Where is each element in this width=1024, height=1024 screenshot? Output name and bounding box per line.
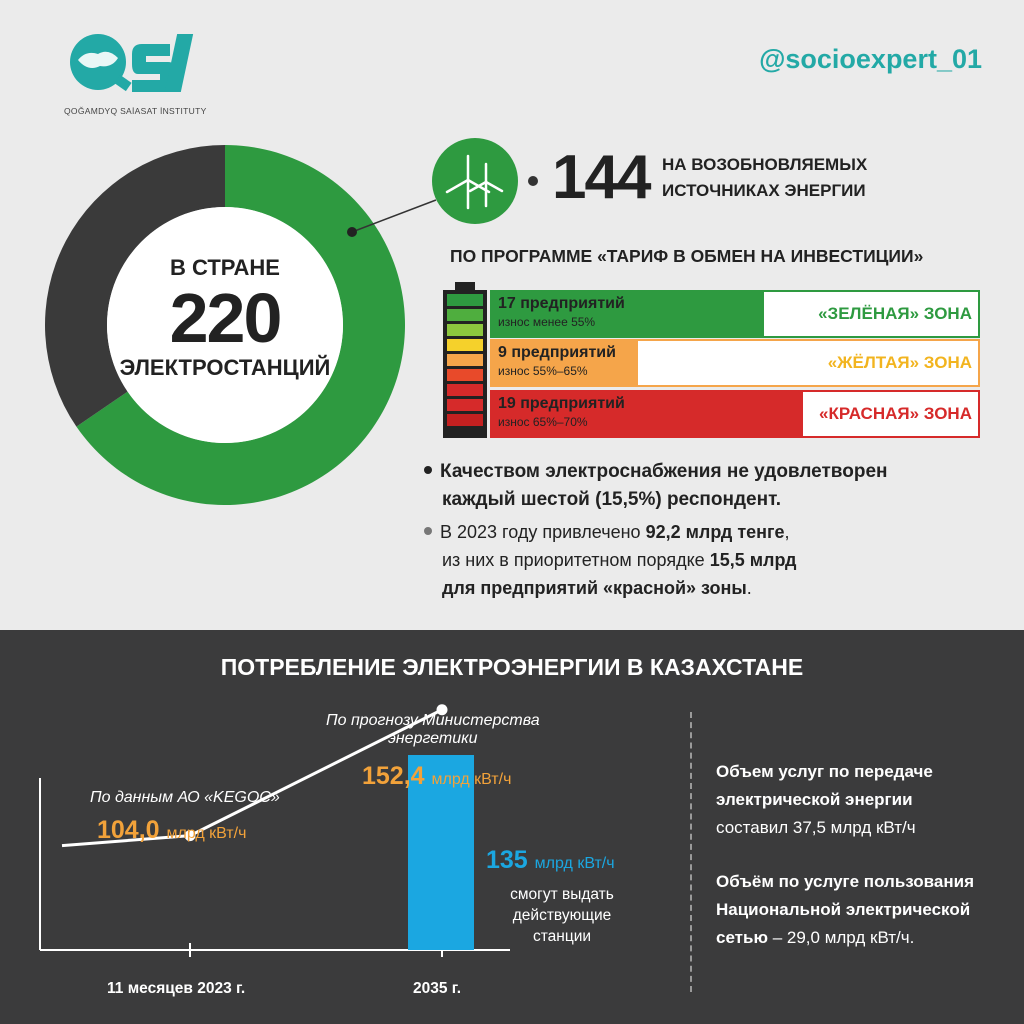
bullet-dot: [424, 466, 432, 474]
battery-cell: [447, 369, 483, 381]
donut-label-bottom: ЭЛЕКТРОСТАНЦИЙ: [119, 355, 331, 380]
value-2035-number: 152,4: [362, 762, 425, 790]
bullet-dot: [528, 176, 538, 186]
bullet1-line2: каждый шестой (15,5%) респондент.: [442, 489, 782, 510]
bullet-investment: [424, 518, 796, 602]
zone-count: 9 предприятий: [498, 344, 616, 361]
donut-total: 220: [169, 279, 281, 357]
value-2023: [97, 816, 246, 845]
battery-cell: [447, 294, 483, 306]
battery-cell: [447, 309, 483, 321]
zone-count: 17 предприятий: [498, 295, 625, 312]
value-capacity-unit: млрд кВт/ч: [534, 855, 615, 872]
bullet2-line2-text: из них в приоритетном порядке: [442, 550, 710, 570]
renewables-count: 144: [552, 143, 650, 212]
zone-fill: [492, 341, 638, 385]
source-kegoc: По данным АО «KEGOC»: [90, 789, 280, 806]
value-capacity-number: 135: [486, 846, 528, 874]
bullet2-line2: [424, 546, 796, 574]
bullet1-line1: Качеством электроснабжения не удовлетворен: [440, 461, 888, 482]
value-2023-number: 104,0: [97, 816, 160, 844]
capacity-desc-line2: действующие: [512, 907, 612, 924]
program-title: ПО ПРОГРАММЕ «ТАРИФ В ОБМЕН НА ИНВЕСТИЦИИ»: [450, 246, 924, 266]
section-divider: [690, 712, 692, 992]
bullet2-comma: ,: [784, 522, 790, 542]
zone-row-yellow: [490, 339, 980, 387]
zone-label: «КРАСНАЯ» ЗОНА: [819, 404, 972, 423]
bullet2-amount: 92,2 млрд тенге: [645, 522, 785, 542]
source-ministry: [326, 712, 540, 748]
info-transmission: [716, 758, 933, 842]
bullet2-priority-amount: 15,5 млрд: [709, 550, 797, 570]
source-ministry-line1: По прогнозу Министерства: [326, 712, 540, 729]
bullet-satisfaction: [424, 458, 887, 514]
info2-line2: Национальной электрической: [716, 900, 971, 919]
battery-cell: [447, 384, 483, 396]
connector-dot: [347, 227, 357, 237]
info1-line3: составил 37,5 млрд кВт/ч: [716, 818, 916, 837]
bullet2-red-zone: для предприятий «красной» зоны: [442, 578, 747, 598]
zone-wear: износ 55%–65%: [498, 364, 588, 378]
wind-turbine-icon: [432, 138, 518, 224]
battery-cell: [447, 354, 483, 366]
wind-turbine-badge: [432, 138, 518, 224]
social-handle[interactable]: @socioexpert_01: [759, 44, 982, 74]
renewables-label-line1: НА ВОЗОБНОВЛЯЕМЫХ: [662, 155, 868, 174]
battery-cell: [447, 399, 483, 411]
bullet2-line3: [424, 574, 796, 602]
donut-label-top: В СТРАНЕ: [170, 255, 280, 280]
info1-line1: Объем услуг по передаче: [716, 762, 933, 781]
zone-count: 19 предприятий: [498, 395, 625, 412]
capacity-desc-line1: смогут выдать: [510, 886, 614, 903]
battery-body: [443, 290, 487, 438]
value-2023-unit: млрд кВт/ч: [166, 825, 247, 842]
renewables-label: [662, 152, 867, 204]
bullet2-period: .: [746, 578, 752, 598]
info1-line2: электрической энергии: [716, 790, 913, 809]
source-ministry-line2: энергетики: [388, 730, 478, 747]
zone-fill: [492, 292, 764, 336]
battery-cell: [447, 324, 483, 336]
value-capacity: [486, 846, 615, 875]
x-label-2035: 2035 г.: [413, 980, 461, 997]
zone-row-green: [490, 290, 980, 338]
value-2035: [362, 762, 511, 791]
zone-wear: износ 65%–70%: [498, 415, 588, 429]
battery-cell: [447, 339, 483, 351]
bullet2-text-a: В 2023 году привлечено: [440, 522, 646, 542]
info2-line1: Объём по услуге пользования: [716, 872, 975, 891]
zone-label: «ЗЕЛЁНАЯ» ЗОНА: [818, 304, 972, 323]
bullet-dot: [424, 527, 432, 535]
logo-caption: QOĞAMDYQ SAİASAT İNSTITUTY: [64, 106, 207, 116]
battery-cell: [447, 414, 483, 426]
donut-center-label: [108, 225, 342, 381]
x-label-2023: 11 месяцев 2023 г.: [107, 980, 246, 997]
renewables-label-line2: ИСТОЧНИКАХ ЭНЕРГИИ: [662, 181, 866, 200]
value-2035-unit: млрд кВт/ч: [431, 771, 512, 788]
zone-wear: износ менее 55%: [498, 315, 596, 329]
info2-line3-bold: сетью: [716, 928, 768, 947]
battery-icon: [443, 282, 487, 438]
battery-cap: [455, 282, 475, 290]
zone-fill: [492, 392, 803, 436]
info2-line3-rest: – 29,0 млрд кВт/ч.: [767, 928, 915, 947]
consumption-title: ПОТРЕБЛЕНИЕ ЭЛЕКТРОЭНЕРГИИ В КАЗАХСТАНЕ: [220, 654, 804, 680]
capacity-desc-line3: станции: [532, 928, 592, 945]
capacity-description: [492, 884, 632, 947]
zone-row-red: [490, 390, 980, 438]
info-network: [716, 868, 974, 952]
zone-label: «ЖЁЛТАЯ» ЗОНА: [827, 353, 972, 372]
